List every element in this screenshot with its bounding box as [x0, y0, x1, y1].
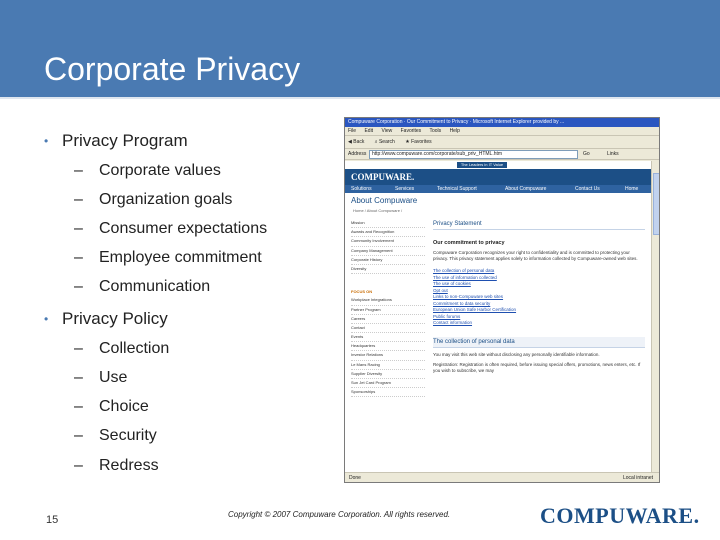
nav-contact-us[interactable]: Contact Us [575, 186, 600, 192]
content-link[interactable]: The use of cookies [433, 281, 471, 286]
content-link[interactable]: The use of information collected [433, 274, 497, 280]
commitment-subheading: Our commitment to privacy [433, 240, 505, 246]
focus-item[interactable]: Sun Jet Card Program [351, 379, 425, 388]
sidebar-item[interactable]: Diversity [351, 265, 425, 274]
dash-glyph: – [74, 220, 83, 237]
content-link[interactable]: Public forums [433, 313, 461, 319]
status-left: Done [349, 475, 361, 481]
browser-status-bar [345, 472, 659, 483]
sub-bullet-text: Redress [99, 457, 159, 474]
focus-on-label: FOCUS ON [351, 289, 373, 295]
address-bar [345, 149, 659, 160]
breadcrumb[interactable]: Home / About Compuware / [353, 208, 403, 213]
site-nav [345, 185, 651, 193]
menu-file[interactable]: File [348, 128, 357, 134]
nav-technical-support[interactable]: Technical Support [437, 186, 477, 192]
browser-title-bar: Compuware Corporation · Our Commitment to Privacy · Microsoft Internet Explorer provided by ... [345, 118, 659, 127]
copyright-text: Copyright © 2007 Compuware Corporation. All rights reserved. [228, 510, 451, 519]
browser-screenshot [344, 117, 660, 483]
back-label: Back [353, 139, 365, 145]
dash-glyph: – [74, 191, 83, 208]
dash-glyph: – [74, 162, 83, 179]
go-button[interactable]: Go [583, 151, 590, 157]
focus-item[interactable]: Sponsorships [351, 388, 425, 397]
sub-bullet-text: Collection [99, 340, 170, 357]
link-list [433, 268, 645, 327]
address-label: Address [348, 151, 367, 157]
collection-heading: The collection of personal data [433, 337, 645, 348]
search-button[interactable]: ⌕ Search [374, 139, 395, 145]
status-right: Local intranet [622, 475, 653, 481]
sub-bullet-text: Security [99, 427, 157, 444]
page-number: 15 [46, 514, 59, 526]
menu-tools[interactable]: Tools [429, 128, 442, 134]
main-content [433, 219, 645, 374]
dash-glyph: – [74, 278, 83, 295]
focus-item[interactable]: Le Mans Racing [351, 361, 425, 370]
dash-glyph: – [74, 369, 83, 386]
sub-bullet-text: Corporate values [99, 162, 221, 179]
nav-about-compuware[interactable]: About Compuware [505, 186, 547, 192]
content-link[interactable]: The collection of personal data [433, 268, 495, 273]
vertical-scrollbar[interactable] [651, 161, 660, 472]
bullet-dot: • [44, 134, 49, 148]
focus-item[interactable]: Workplace Integrations [351, 296, 425, 305]
title-divider [0, 97, 720, 99]
compuware-logo[interactable]: COMPUWARE. [351, 172, 415, 182]
sub-bullet-text: Choice [99, 398, 149, 415]
sidebar [351, 219, 425, 397]
menu-edit[interactable]: Edit [364, 128, 374, 134]
links-label[interactable]: Links [607, 151, 619, 157]
sub-bullet-text: Use [99, 369, 128, 386]
address-input[interactable]: http://www.compuware.com/corporate/sub_priv_HTML.htm [369, 150, 578, 159]
collection-paragraph: You may visit this web site without disclosing any personally identifiable information. [433, 351, 600, 357]
web-page-content [345, 161, 651, 472]
nav-services[interactable]: Services [395, 186, 415, 192]
nav-home[interactable]: Home [625, 186, 639, 192]
sub-bullet-text: Communication [99, 278, 211, 295]
menu-view[interactable]: View [381, 128, 393, 134]
browser-menu-bar [345, 127, 659, 136]
back-button[interactable]: ◀ Back [348, 139, 365, 145]
search-label: Search [378, 139, 395, 145]
bullet-text: Privacy Policy [62, 309, 168, 328]
content-link[interactable]: European Union Safe Harbor Certification [433, 307, 517, 312]
slide-title: Corporate Privacy [44, 51, 301, 87]
registration-paragraph: Registration: Registration is often required, before issuing special offers, promotions, news enters, etc. If you wish to subscribe, we may [433, 361, 641, 373]
sub-bullet-text: Consumer expectations [99, 220, 268, 237]
bullet-text: Privacy Program [62, 131, 188, 150]
title-bar [0, 0, 720, 97]
dash-glyph: – [74, 398, 83, 415]
bullet-dot: • [44, 312, 49, 326]
brand-header [345, 169, 651, 185]
focus-item[interactable]: Headquarters [351, 342, 425, 351]
top-strip [345, 161, 651, 169]
content-link[interactable]: Opt out [433, 287, 448, 293]
menu-help[interactable]: Help [449, 128, 460, 134]
favorites-button[interactable]: ★ Favorites [405, 139, 432, 145]
focus-item[interactable]: Investor Relations [351, 351, 425, 360]
focus-item[interactable]: Contact [351, 324, 425, 333]
favorites-label: Favorites [411, 139, 432, 145]
dash-glyph: – [74, 457, 83, 474]
menu-favorites[interactable]: Favorites [400, 128, 422, 134]
nav-solutions[interactable]: Solutions [351, 186, 372, 192]
dash-glyph: – [74, 249, 83, 266]
content-link[interactable]: Commitment to data security [433, 300, 491, 306]
focus-item[interactable]: Supplier Diversity [351, 370, 425, 379]
sidebar-item[interactable]: Mission [351, 219, 425, 228]
sub-bullet-text: Employee commitment [99, 249, 262, 266]
sidebar-item[interactable]: Company Management [351, 247, 425, 256]
scrollbar-thumb[interactable] [653, 173, 660, 235]
tagline-tab: The Leaders in IT Value [457, 162, 507, 168]
focus-item[interactable]: Partner Program [351, 306, 425, 315]
focus-item[interactable]: Events [351, 333, 425, 342]
dash-glyph: – [74, 340, 83, 357]
footer-logo: COMPUWARE. [540, 503, 700, 528]
section-title: About Compuware [351, 196, 418, 205]
dash-glyph: – [74, 427, 83, 444]
sidebar-item[interactable]: Corporate History [351, 256, 425, 265]
sub-bullet-text: Organization goals [99, 191, 233, 208]
sidebar-item[interactable]: Community Involvement [351, 237, 425, 246]
sidebar-item[interactable]: Awards and Recognition [351, 228, 425, 237]
intro-paragraph: Compuware Corporation recognizes your right to confidentiality and is committed to protecting your privacy. This privacy statement applies solely to information collected by Compuware-owned web sites. [433, 250, 638, 261]
privacy-statement-heading: Privacy Statement [433, 219, 645, 230]
content-link[interactable]: Links to non-Compuware web sites [433, 294, 504, 299]
focus-item[interactable]: Careers [351, 315, 425, 324]
content-link[interactable]: Contact information [433, 320, 473, 325]
browser-toolbar [345, 136, 659, 149]
